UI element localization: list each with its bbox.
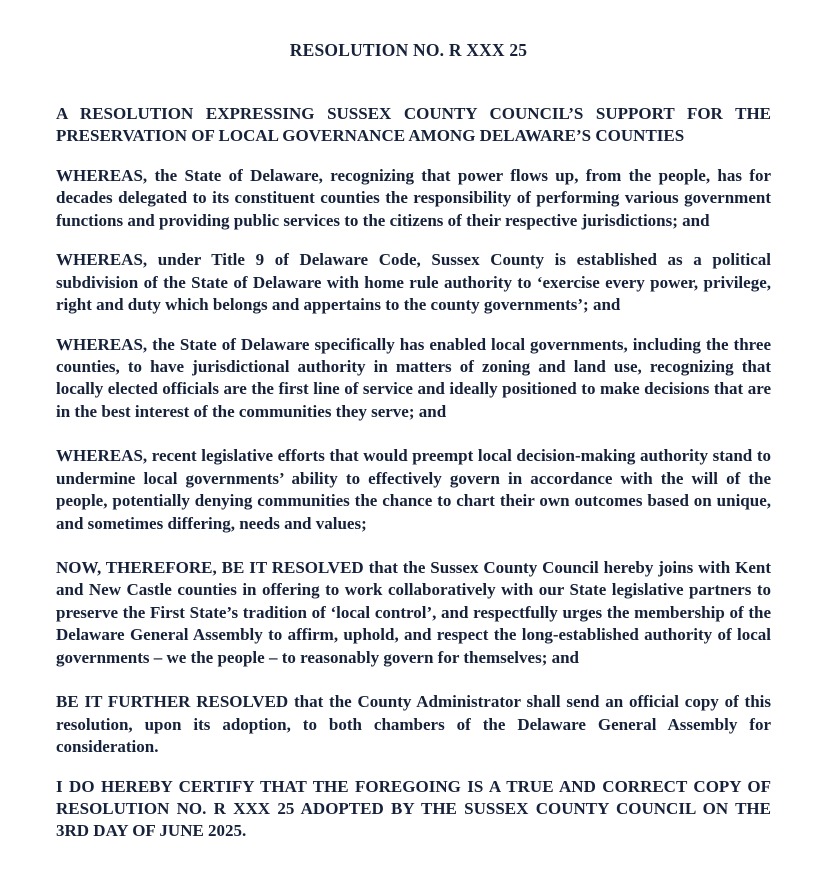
whereas-paragraph-4: WHEREAS, recent legislative efforts that would preempt local decision-making authority stand to undermine local governments’ ability to effectively govern in accordance with the will of the people, potentially denying communities the chance to chart their own outcomes based on unique, and sometimes differing, needs and values;: [56, 446, 771, 533]
whereas-paragraph-1: WHEREAS, the State of Delaware, recognizing that power flows up, from the people, has for decades delegated to its constituent counties the responsibility of performing various government functions and providing public services to the citizens of their respective jurisdictions; and: [56, 165, 771, 230]
page-title: RESOLUTION NO. R XXX 25: [289, 40, 528, 60]
whereas-paragraph-3: WHEREAS, the State of Delaware specifically has enabled local governments, including the three counties, to have jurisdictional authority in matters of zoning and land use, recognizing that locally elected officials are the first line of service and ideally positioned to make decisions that are in the best interest of the communities they serve; and: [56, 334, 771, 421]
certification-paragraph: I DO HEREBY CERTIFY THAT THE FOREGOING IS A TRUE AND CORRECT COPY OF RESOLUTION NO. R XXX 25 ADOPTED BY THE SUSSEX COUNTY COUNCIL ON THE 3RD DAY OF JUNE 2025.: [56, 776, 771, 841]
whereas-paragraph-2: WHEREAS, under Title 9 of Delaware Code, Sussex County is established as a political subdivision of the State of Delaware with home rule authority to ‘exercise every power, privilege, right and duty which belongs and appertains to the county governments’; and: [56, 250, 771, 315]
resolution-subject: A RESOLUTION EXPRESSING SUSSEX COUNTY COUNCIL’S SUPPORT FOR THE PRESERVATION OF LOCAL GOVERNANCE AMONG DELAWARE’S COUNTIES: [56, 104, 771, 146]
further-resolved-paragraph: BE IT FURTHER RESOLVED that the County Administrator shall send an official copy of this resolution, upon its adoption, to both chambers of the Delaware General Assembly for consideration.: [56, 692, 771, 757]
resolved-paragraph: NOW, THEREFORE, BE IT RESOLVED that the Sussex County Council hereby joins with Kent and New Castle counties in offering to work collaboratively with our State legislative partners to preserve the First State’s tradition of ‘local control’, and respectfully urges the membership of the Delaware General Assembly to affirm, uphold, and respect the long-established authority of local governments – we the people – to reasonably govern for themselves; and: [56, 558, 771, 667]
